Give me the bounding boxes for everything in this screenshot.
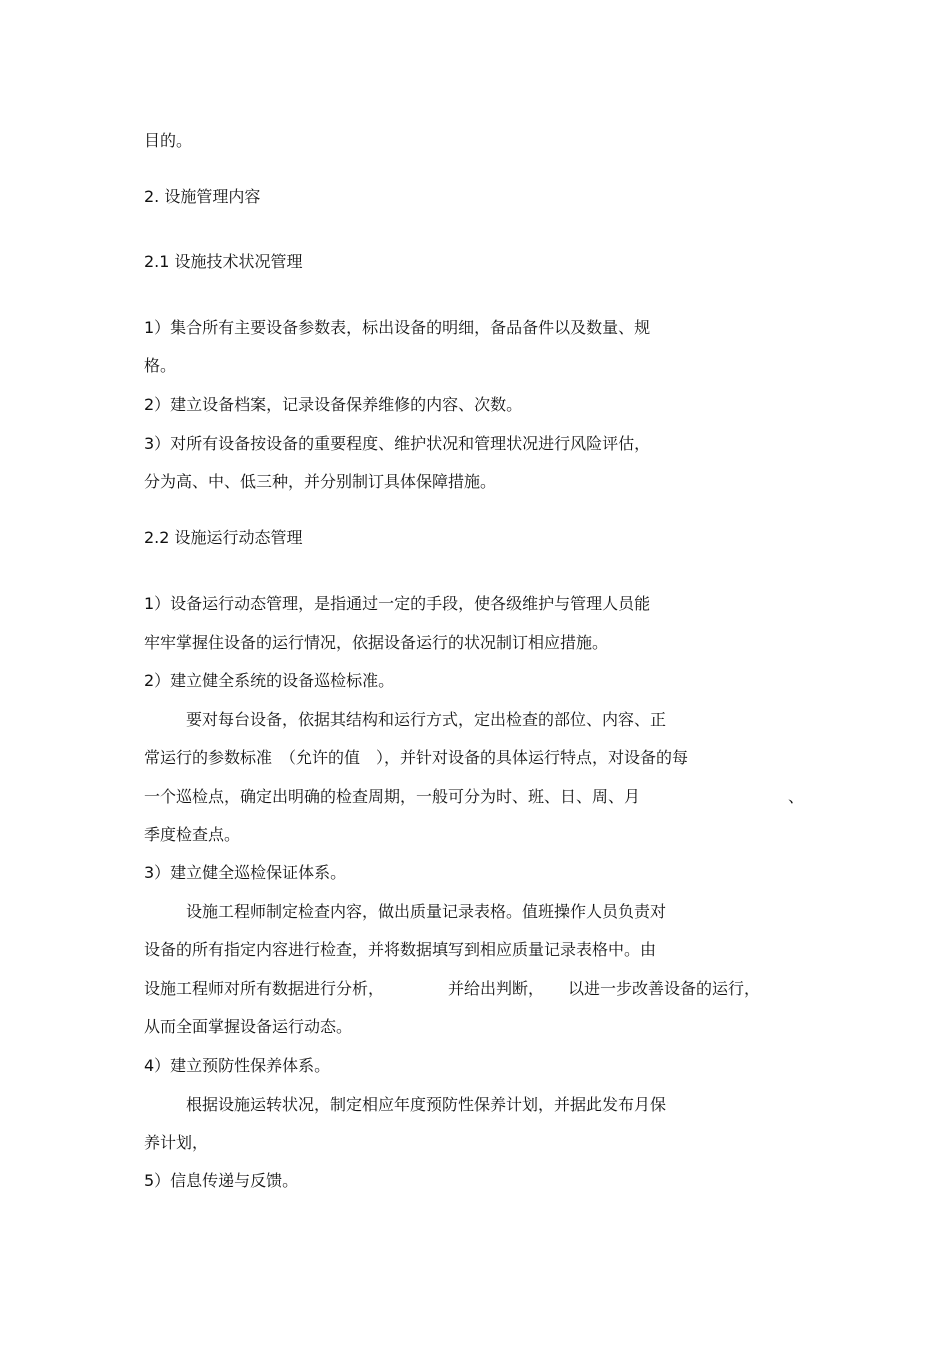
- text-fragment: 以进一步改善设备的运行，: [568, 979, 761, 998]
- text-line: 分为高、中、低三种，并分别制订具体保障措施。: [144, 472, 497, 491]
- text-line: 从而全面掌握设备运行动态。: [144, 1017, 353, 1036]
- text-fragment: 并给出判断，: [448, 979, 545, 998]
- text-line: 4）建立预防性保养体系。: [144, 1056, 331, 1075]
- text-line: 根据设施运转状况，制定相应年度预防性保养计划，并据此发布月保: [186, 1095, 667, 1114]
- text-line: 目的。: [144, 131, 193, 150]
- text-line: 设施工程师制定检查内容，做出质量记录表格。值班操作人员负责对: [186, 902, 667, 921]
- text-line: 3）对所有设备按设备的重要程度、维护状况和管理状况进行风险评估，: [144, 434, 651, 453]
- text-line: 牢牢掌握住设备的运行情况，依据设备运行的状况制订相应措施。: [144, 633, 609, 652]
- text-line: 2）建立设备档案，记录设备保养维修的内容、次数。: [144, 395, 523, 414]
- text-line: 3）建立健全巡检保证体系。: [144, 863, 347, 882]
- text-line: 2）建立健全系统的设备巡检标准。: [144, 671, 395, 690]
- text-line: 设备的所有指定内容进行检查，并将数据填写到相应质量记录表格中。由: [144, 940, 657, 959]
- text-line: 季度检查点。: [144, 825, 241, 844]
- text-line: 1）集合所有主要设备参数表，标出设备的明细，备品备件以及数量、规: [144, 318, 651, 337]
- subsection-heading: 2.2 设施运行动态管理: [144, 528, 303, 547]
- subsection-heading: 2.1 设施技术状况管理: [144, 252, 303, 271]
- section-heading: 2. 设施管理内容: [144, 187, 261, 206]
- text-line: 格。: [144, 356, 177, 375]
- text-line: 5）信息传递与反馈。: [144, 1171, 299, 1190]
- text-line: 设施工程师对所有数据进行分析，: [144, 979, 385, 998]
- text-line: 养计划，: [144, 1133, 209, 1152]
- text-line: 常运行的参数标准 （允许的值 ），并针对设备的具体运行特点，对设备的每: [144, 748, 689, 767]
- text-fragment: 、: [788, 787, 805, 806]
- text-line: 要对每台设备，依据其结构和运行方式，定出检查的部位、内容、正: [186, 710, 667, 729]
- text-line: 1）设备运行动态管理，是指通过一定的手段，使各级维护与管理人员能: [144, 594, 651, 613]
- text-line: 一个巡检点，确定出明确的检查周期，一般可分为时、班、日、周、月: [144, 787, 641, 806]
